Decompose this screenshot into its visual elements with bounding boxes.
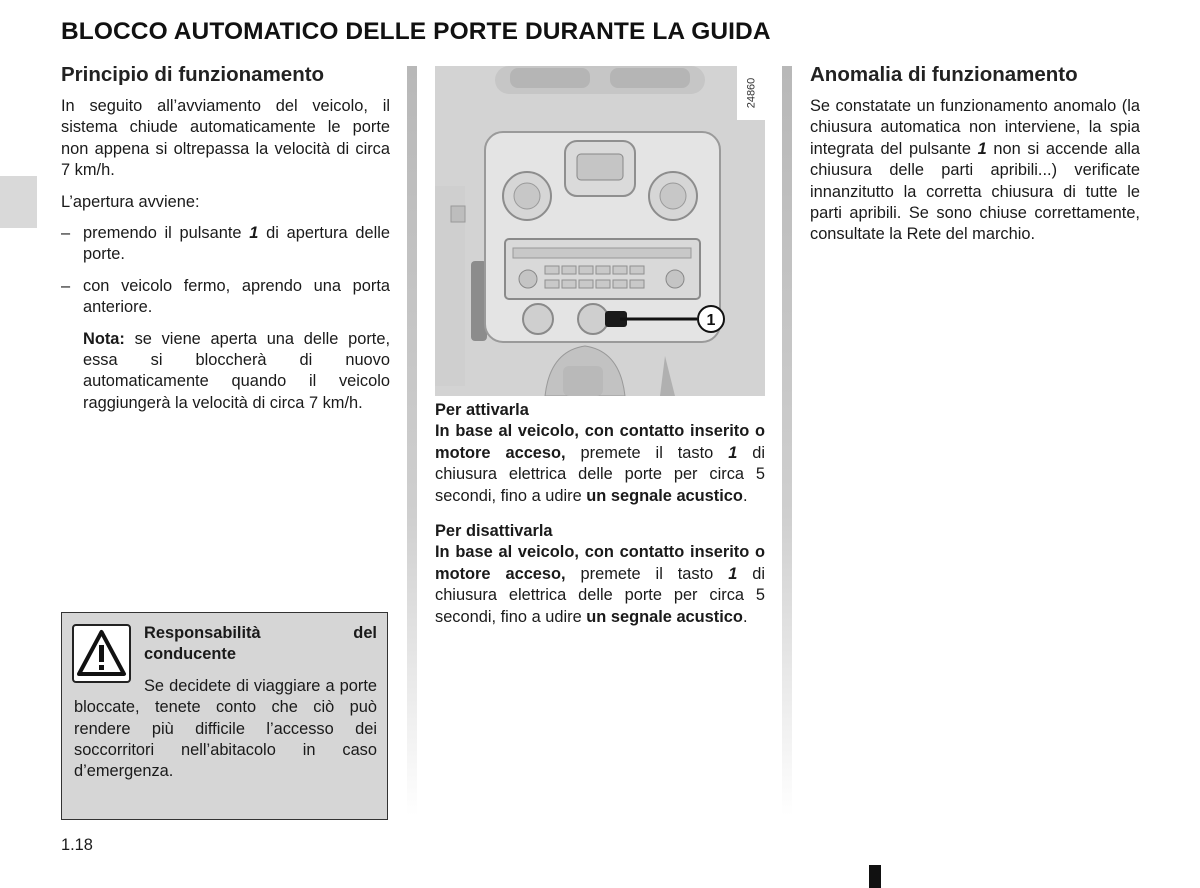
dash-bullet: – [61, 276, 71, 295]
page-edge-mark [869, 865, 881, 888]
list-item [61, 223, 390, 266]
anomaly-paragraph: Se constatate un funzionamento anomalo (la chiusura automatica non interviene, la spia integrata del pulsante 1 non si accende alla chiusura delle parti apribili...) verificate innanzitutto la corretta chiusura di tutte le parti apribili. Se sono chiuse correttamente, consultate la Rete del marchio. [810, 97, 1140, 244]
note-label: Nota: [83, 329, 125, 348]
list-item [61, 276, 390, 319]
list-item-text: con veicolo fermo, aprendo una porta anteriore. [83, 276, 390, 317]
column-divider [407, 66, 417, 816]
right-column [810, 62, 1140, 246]
button-ref-number: 1 [728, 564, 738, 583]
page-title: BLOCCO AUTOMATICO DELLE PORTE DURANTE LA GUIDA [61, 18, 771, 45]
left-column [61, 62, 390, 414]
button-ref-number: 1 [728, 443, 738, 462]
warning-text [74, 623, 377, 783]
activate-heading: Per attivarla [435, 401, 529, 419]
section-tab [0, 176, 37, 228]
note-paragraph: Nota: se viene aperta una delle porte, essa si bloccherà di nuovo automaticamente quando il veicolo raggiungerà la velocità di circa 7 km/h. [83, 329, 390, 412]
deactivate-heading: Per disattivarla [435, 522, 553, 541]
column-divider [782, 66, 792, 816]
list-item-text: premendo il pulsante 1 di apertura delle porte. [83, 224, 390, 264]
warning-body: Se decidete di viaggiare a porte bloccate, tenete conto che ciò può rendere più difficile l’accesso dei soccorritori nell’abitacolo in caso d’emergenza. [74, 676, 377, 781]
figure-code: 24860 [737, 66, 765, 120]
dashboard-illustration [435, 66, 765, 396]
activate-paragraph: In base al veicolo, con contatto inserito o motore acceso, premete il tasto 1 di chiusura elettrica delle porte per circa 5 secondi, fino a udire un segnale acustico. [435, 422, 765, 505]
button-ref-number: 1 [977, 139, 987, 158]
intro-paragraph: In seguito all’avviamento del veicolo, il sistema chiude automaticamente le porte non appena si oltrepassa la velocità di circa 7 km/h. [61, 97, 390, 180]
button-ref-number: 1 [249, 224, 259, 243]
section-heading-principio: Principio di funzionamento [61, 63, 325, 86]
section-heading-anomalia: Anomalia di funzionamento [810, 63, 1078, 86]
dash-bullet: – [61, 224, 71, 243]
warning-title: Responsabilità del conducente [144, 624, 377, 664]
middle-column [435, 400, 765, 628]
callout-number: 1 [706, 312, 716, 329]
page-number: 1.18 [61, 836, 93, 854]
deactivate-paragraph: In base al veicolo, con contatto inserito o motore acceso, premete il tasto 1 di chiusura elettrica delle porte per circa 5 secondi, fino a udire un segnale acustico. [435, 543, 765, 626]
warning-box [61, 612, 388, 820]
opening-label: L’apertura avviene: [61, 192, 200, 211]
